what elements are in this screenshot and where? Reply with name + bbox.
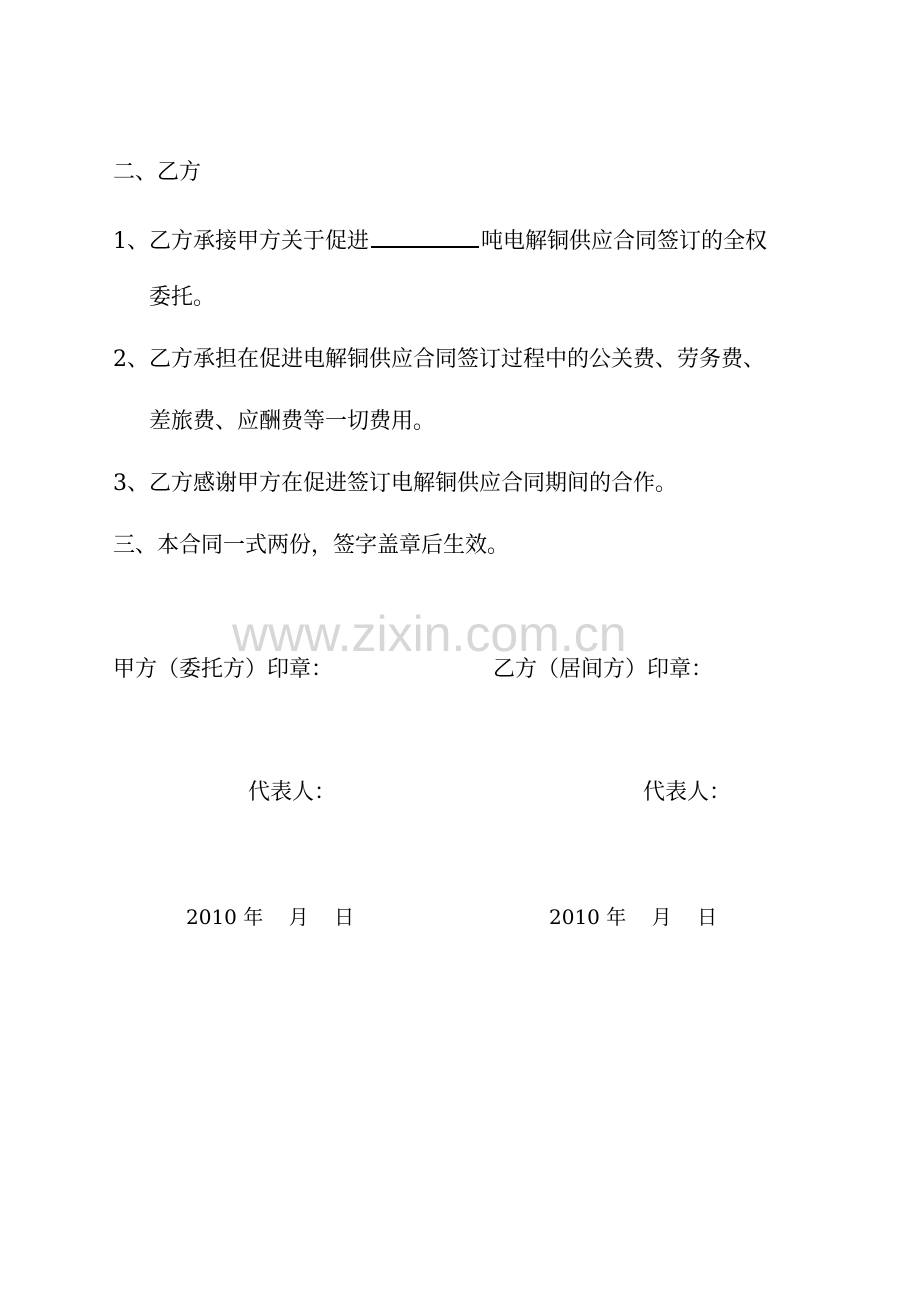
- section-2-heading: 二、乙方: [113, 160, 202, 185]
- watermark: www.zixin.com.cn: [232, 606, 627, 662]
- party-b-date: 2010 年 月 日: [549, 905, 718, 929]
- party-a-date: 2010 年 月 日: [186, 905, 355, 929]
- clause-2-1-text-before: 1、乙方承接甲方关于促进: [113, 229, 369, 254]
- clause-2-3: 3、乙方感谢甲方在促进签订电解铜供应合同期间的合作。: [113, 471, 677, 496]
- tonnage-blank-field[interactable]: [371, 222, 479, 248]
- party-a-seal-label: 甲方（委托方）印章：: [113, 657, 334, 682]
- party-b-seal-label: 乙方（居间方）印章：: [493, 657, 714, 682]
- party-a-representative-label: 代表人：: [248, 780, 337, 805]
- party-b-representative-label: 代表人：: [643, 780, 732, 805]
- clause-2-2-line-2: 差旅费、应酬费等一切费用。: [149, 409, 436, 434]
- clause-2-1: [113, 222, 767, 256]
- clause-2-1-text-after: 吨电解铜供应合同签订的全权: [481, 229, 768, 254]
- clause-2-2-line-1: 2、乙方承担在促进电解铜供应合同签订过程中的公关费、劳务费、: [113, 347, 765, 372]
- clause-2-1-continuation: 委托。: [149, 285, 216, 310]
- section-3-text: 三、本合同一式两份，签字盖章后生效。: [113, 533, 510, 558]
